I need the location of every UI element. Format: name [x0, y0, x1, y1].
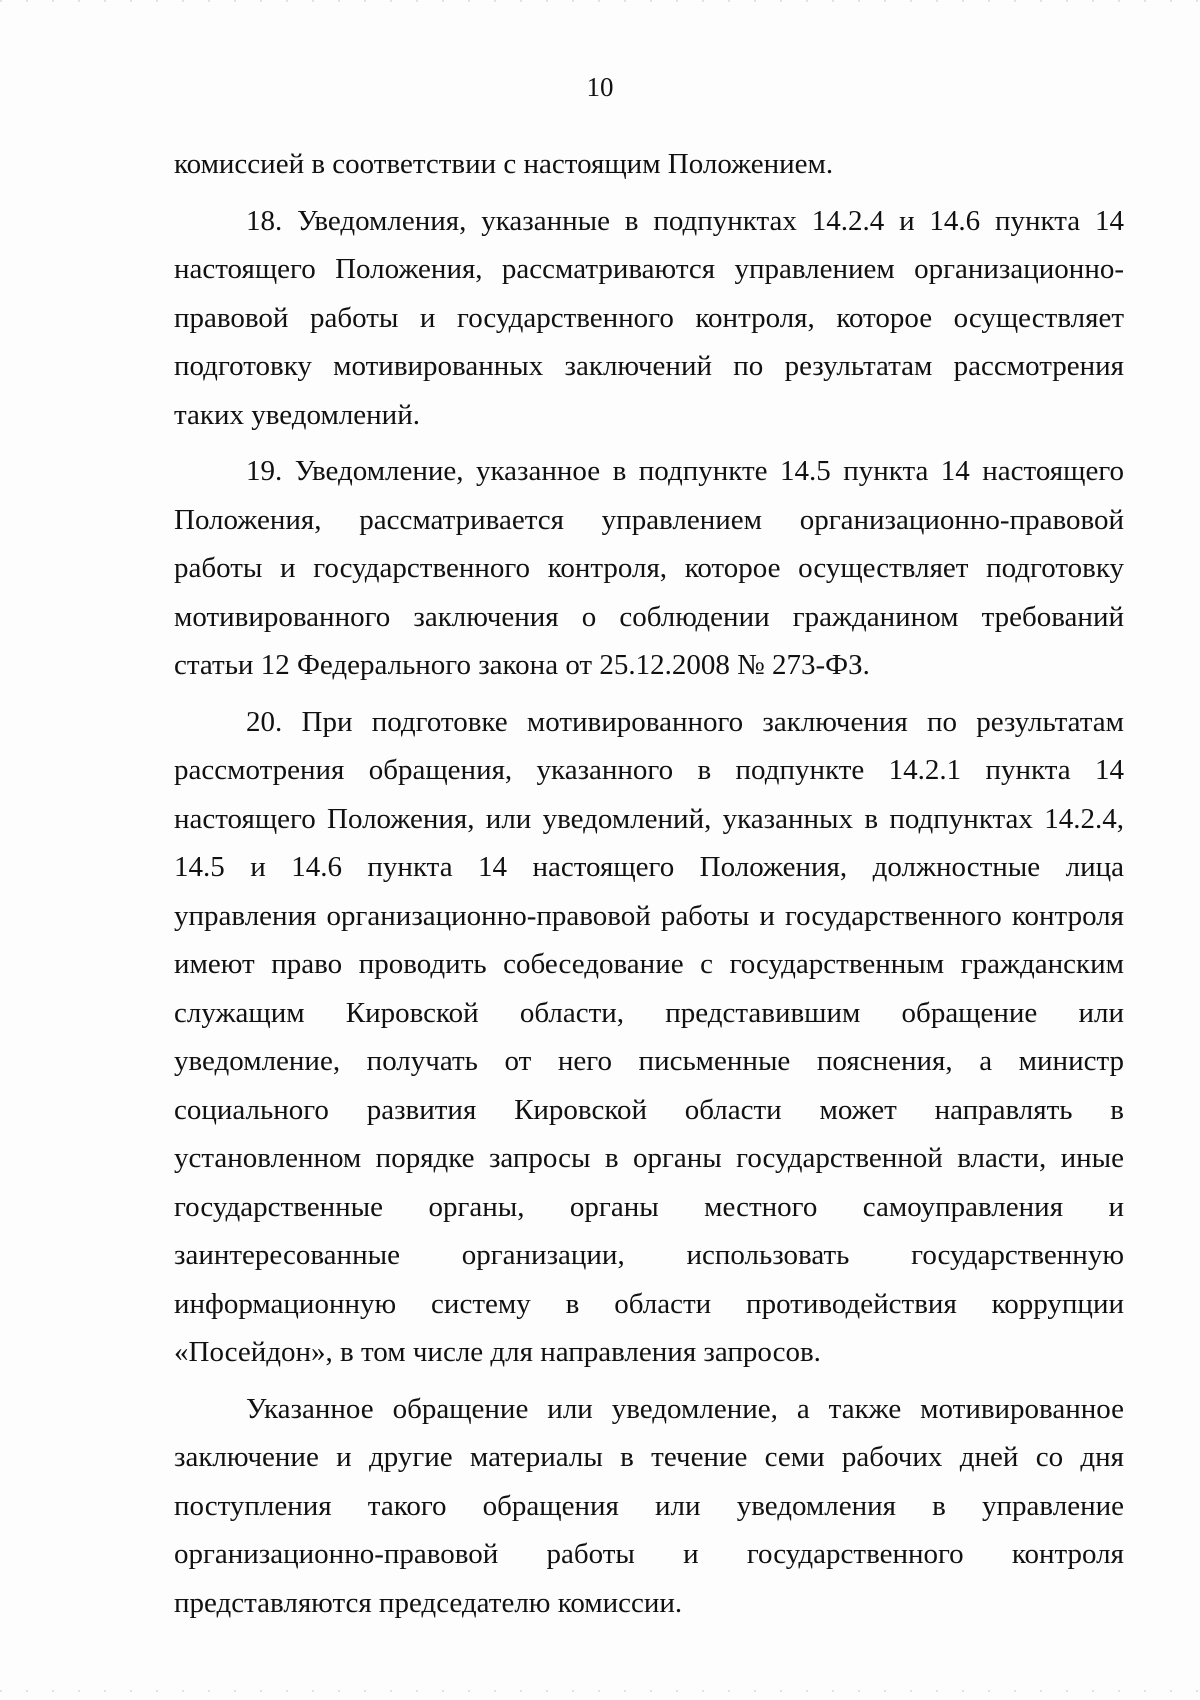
document-body: [174, 140, 1124, 1627]
scan-edge-bottom: [0, 1690, 1200, 1692]
paragraph-19: 19. Уведомление, указанное в подпункте 14.5 пункта 14 настоящего Положения, рассматривается управлением организационно-правовой работы и государственного контроля, которое осуществляет подготовку мотивированного заключения о соблюдении гражданином требований статьи 12 Федерального закона от 25.12.2008 № 273-ФЗ.: [174, 455, 1124, 681]
paragraph-continuation: комиссией в соответствии с настоящим Положением.: [174, 148, 834, 180]
paragraph-final: Указанное обращение или уведомление, а также мотивированное заключение и другие материалы в течение семи рабочих дней со дня поступления такого обращения или уведомления в управление организационно-правовой работы и государственного контроля представляются председателю комиссии.: [174, 1392, 1124, 1619]
page-number: 10: [586, 72, 614, 102]
scan-edge-top: [0, 0, 1200, 2]
paragraph-18: 18. Уведомления, указанные в подпунктах 14.2.4 и 14.6 пункта 14 настоящего Положения, рассматриваются управлением организационно-правовой работы и государственного контроля, которое осуществляет подготовку мотивированных заключений по результатам рассмотрения таких уведомлений.: [174, 204, 1124, 431]
paragraph-20: 20. При подготовке мотивированного заключения по результатам рассмотрения обращения, указанного в подпункте 14.2.1 пункта 14 настоящего Положения, или уведомлений, указанных в подпунктах 14.2.4, 14.5 и 14.6 пункта 14 настоящего Положения, должностные лица управления организационно-правовой работы и государственного контроля имеют право проводить собеседование с государственным гражданским служащим Кировской области, представившим обращение или уведомление, получать от него письменные пояснения, а министр социального развития Кировской области может направлять в установленном порядке запросы в органы государственной власти, иные государственные органы, органы местного самоуправления и заинтересованные организации, использовать государственную информационную систему в области противодействия коррупции «Посейдон», в том числе для направления запросов.: [174, 705, 1124, 1368]
